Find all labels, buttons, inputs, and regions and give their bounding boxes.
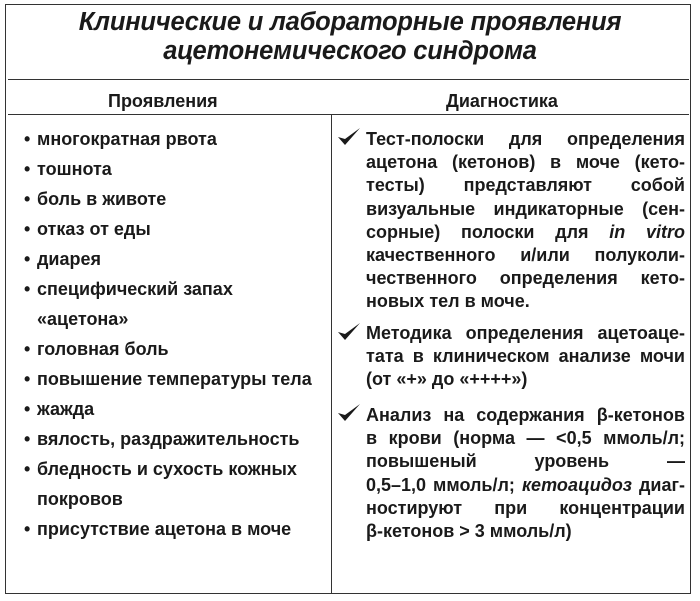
bullet-icon: • bbox=[24, 369, 31, 389]
diagnostic-line: качественного и/или полуколи- bbox=[366, 245, 685, 266]
column-divider bbox=[331, 114, 332, 594]
symptom-text: присутствие ацетона в моче bbox=[37, 519, 292, 539]
bullet-icon: • bbox=[24, 219, 31, 239]
diagnostic-line: тата в клиническом анализе мочи bbox=[366, 346, 685, 367]
symptom-text: отказ от еды bbox=[37, 219, 151, 239]
diagnostic-line: Тест-полоски для определения bbox=[366, 129, 685, 149]
symptom-text: многократная рвота bbox=[37, 129, 217, 149]
title-line-1: Клинические и лабораторные проявления bbox=[78, 8, 622, 36]
title-divider bbox=[8, 79, 689, 80]
symptom-text: тошнота bbox=[37, 159, 112, 179]
bullet-icon: • bbox=[24, 459, 31, 479]
diagnostic-line: визуальные индикаторные (сен- bbox=[366, 198, 685, 219]
page-title bbox=[0, 8, 700, 66]
symptom-text: диарея bbox=[37, 249, 102, 269]
diagnostic-line: Методика определения ацетоаце- bbox=[366, 323, 685, 343]
symptom-text: повышение температуры тела bbox=[37, 369, 312, 389]
diagnostic-line: ацетона (кетонов) в моче (кето- bbox=[366, 152, 685, 173]
diagnostic-text: диаг- bbox=[632, 474, 685, 495]
diagnostic-line: Анализ на содержания β-кетонов bbox=[366, 405, 685, 425]
diagnostic-line bbox=[366, 474, 685, 497]
symptom-text: боль в животе bbox=[37, 189, 167, 209]
bullet-icon: • bbox=[24, 279, 31, 299]
bullet-icon: • bbox=[24, 429, 31, 449]
symptom-text: «ацетона» bbox=[37, 309, 129, 329]
diagnostic-text: сорные) полоски для bbox=[366, 221, 610, 242]
header-divider bbox=[8, 114, 689, 115]
bullet-icon: • bbox=[24, 249, 31, 269]
diagnostic-line: в крови (норма — <0,5 ммоль/л; bbox=[366, 428, 685, 449]
bullet-icon: • bbox=[24, 129, 31, 149]
symptom-text: бледность и сухость кожных bbox=[37, 459, 297, 479]
diagnostic-line: ностируют при концентрации bbox=[366, 497, 685, 518]
bullet-icon: • bbox=[24, 519, 31, 539]
title-line-2: ацетонемического синдрома bbox=[163, 37, 537, 65]
bullet-icon: • bbox=[24, 159, 31, 179]
symptom-text: специфический запах bbox=[37, 279, 233, 299]
diagnostic-line: тесты) представляют собой bbox=[366, 175, 685, 196]
column-header-diagnostics: Диагностика bbox=[446, 91, 558, 111]
diagnostic-italic-text: кетоацидоз bbox=[521, 474, 632, 495]
diagnostic-item-acetoacetate bbox=[366, 322, 685, 392]
bullet-icon: • bbox=[24, 189, 31, 209]
diagnostic-italic-text: in vitro bbox=[609, 221, 685, 242]
checkmark-icon bbox=[336, 126, 362, 148]
diagnostic-line: повышеный уровень — bbox=[366, 451, 685, 472]
diagnostic-line: β-кетонов > 3 ммоль/л) bbox=[366, 521, 572, 542]
diagnostic-line: новых тел в моче. bbox=[366, 291, 530, 312]
checkmark-icon bbox=[336, 402, 362, 424]
symptom-text: вялость, раздражительность bbox=[37, 429, 300, 449]
symptom-text: головная боль bbox=[37, 339, 169, 359]
symptom-text: жажда bbox=[37, 399, 95, 419]
symptom-text: покровов bbox=[37, 489, 123, 509]
checkmark-icon bbox=[336, 321, 362, 343]
diagnostic-item-test-strips bbox=[366, 128, 685, 314]
column-header-manifestations: Проявления bbox=[108, 91, 218, 111]
diagnostic-text: 0,5–1,0 ммоль/л; bbox=[366, 474, 522, 495]
diagnostic-line bbox=[366, 221, 685, 244]
diagnostic-line: (от «+» до «++++») bbox=[366, 369, 528, 390]
diagnostic-line: чественного определения кето- bbox=[366, 268, 685, 289]
bullet-icon: • bbox=[24, 339, 31, 359]
diagnostic-item-beta-ketones bbox=[366, 404, 685, 543]
bullet-icon: • bbox=[24, 399, 31, 419]
